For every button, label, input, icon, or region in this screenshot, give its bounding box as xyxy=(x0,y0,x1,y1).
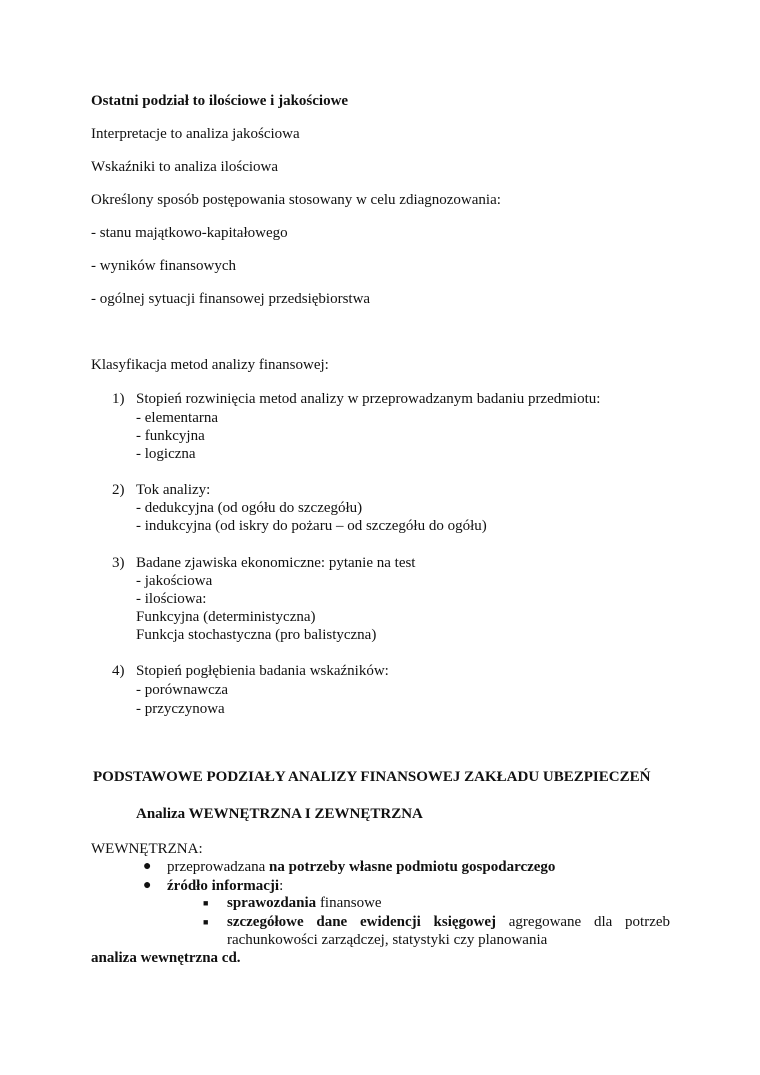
intro-heading: Ostatni podział to ilościowe i jakościowe xyxy=(91,93,349,109)
list-subitem: - porównawcza xyxy=(136,682,229,698)
square-bullet-icon: ■ xyxy=(203,898,209,908)
bullet-text-bold: na potrzeby własne podmiotu gospodarczego xyxy=(269,859,556,875)
intro-line: Interpretacje to analiza jakościowa xyxy=(91,126,300,142)
list-number: 4) xyxy=(112,663,125,679)
list-subitem: Funkcja stochastyczna (pro balistyczna) xyxy=(136,627,377,643)
list-number: 1) xyxy=(112,391,125,407)
list-subitem: - logiczna xyxy=(136,446,196,462)
sub-bullet-item xyxy=(227,913,670,931)
bullet-text-normal: przeprowadzana xyxy=(167,859,270,875)
bullet-icon: ● xyxy=(143,878,152,893)
bullet-text-bold: źródło informacji xyxy=(167,878,280,894)
square-bullet-icon: ■ xyxy=(203,917,209,927)
list-subitem: Funkcyjna (deterministyczna) xyxy=(136,609,316,625)
list-subitem: - indukcyjna (od iskry do pożaru – od szczegółu do ogółu) xyxy=(136,518,487,534)
bullet-item xyxy=(167,858,555,876)
sub-bullet-text-normal: finansowe xyxy=(316,895,382,911)
list-number: 2) xyxy=(112,482,125,498)
intro-line: - ogólnej sytuacji finansowej przedsiębiorstwa xyxy=(91,291,371,307)
list-number: 3) xyxy=(112,555,125,571)
section-label: WEWNĘTRZNA: xyxy=(91,841,203,857)
intro-line: - wyników finansowych xyxy=(91,258,236,274)
intro-line: - stanu majątkowo-kapitałowego xyxy=(91,225,288,241)
section-subtitle: Analiza WEWNĘTRZNA I ZEWNĘTRZNA xyxy=(136,806,423,822)
list-subitem: - funkcyjna xyxy=(136,428,205,444)
list-subitem: - jakościowa xyxy=(136,573,213,589)
list-item-text: Stopień rozwinięcia metod analizy w przeprowadzanym badaniu przedmiotu: xyxy=(136,391,601,407)
section-title: PODSTAWOWE PODZIAŁY ANALIZY FINANSOWEJ ZAKŁADU UBEZPIECZEŃ xyxy=(93,769,651,785)
list-subitem: - elementarna xyxy=(136,410,219,426)
intro-line: Określony sposób postępowania stosowany w celu zdiagnozowania: xyxy=(91,192,501,208)
sub-bullet-text-bold: szczegółowe dane ewidencji księgowej xyxy=(227,914,497,930)
bullet-item xyxy=(167,877,283,895)
sub-bullet-text-bold: sprawozdania xyxy=(227,895,317,911)
bullet-icon: ● xyxy=(143,859,152,874)
section-footer: analiza wewnętrzna cd. xyxy=(91,950,241,966)
list-item-text: Stopień pogłębienia badania wskaźników: xyxy=(136,663,389,679)
list-item-text: Tok analizy: xyxy=(136,482,211,498)
classification-title: Klasyfikacja metod analizy finansowej: xyxy=(91,357,329,373)
list-subitem: - przyczynowa xyxy=(136,701,225,717)
intro-line: Wskaźniki to analiza ilościowa xyxy=(91,159,279,175)
sub-bullet-item xyxy=(227,894,382,912)
list-subitem: - ilościowa: xyxy=(136,591,207,607)
sub-bullet-continuation: rachunkowości zarządczej, statystyki czy planowania xyxy=(227,932,548,948)
sub-bullet-text-normal: agregowane dla potrzeb xyxy=(496,914,671,930)
list-item-text: Badane zjawiska ekonomiczne: pytanie na test xyxy=(136,555,416,571)
list-subitem: - dedukcyjna (od ogółu do szczegółu) xyxy=(136,500,363,516)
bullet-text-normal: : xyxy=(279,878,284,894)
